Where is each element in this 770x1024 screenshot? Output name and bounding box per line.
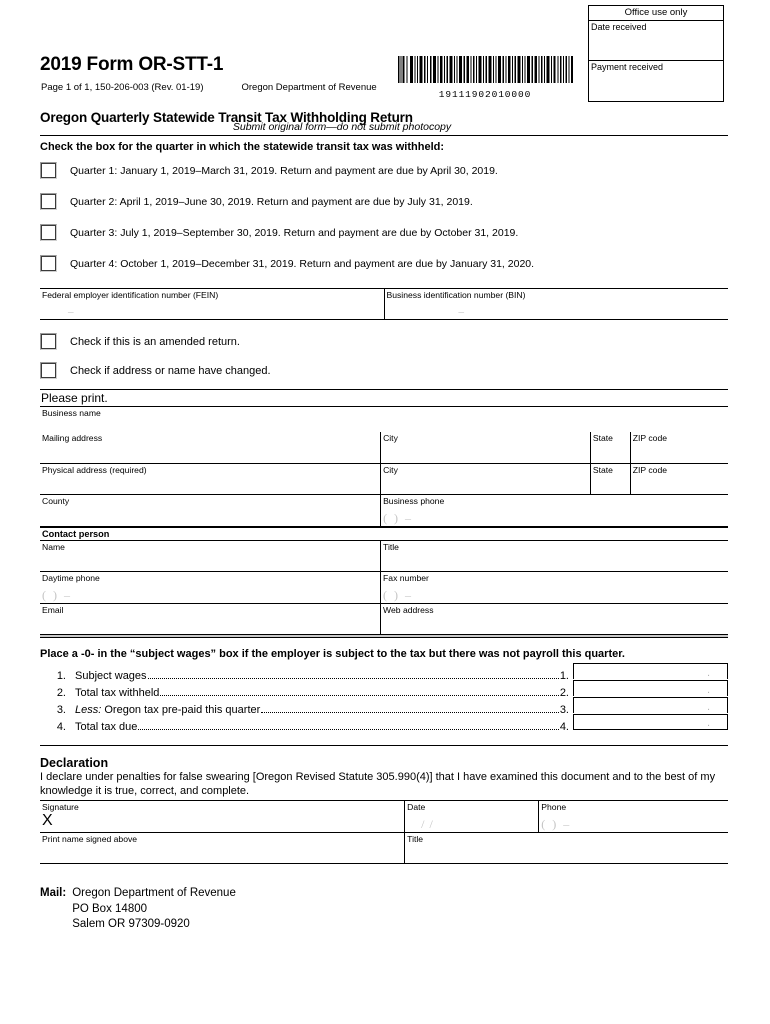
- daytime-phone-field[interactable]: [40, 571, 381, 603]
- fax-number-field[interactable]: [381, 571, 728, 603]
- department-name: Oregon Department of Revenue: [241, 82, 377, 93]
- mailing-zip-field[interactable]: [630, 432, 728, 463]
- line-4-label: Total tax due: [75, 721, 138, 733]
- form-header: [40, 0, 728, 125]
- line-4-number: 4.: [56, 721, 66, 733]
- mailing-address-field[interactable]: [40, 432, 381, 463]
- line-4-amount-input[interactable]: [573, 714, 728, 730]
- line-item-2: [40, 680, 728, 697]
- web-address-field[interactable]: [381, 603, 728, 634]
- contact-name-field[interactable]: [40, 540, 381, 571]
- leader-dots: [138, 729, 558, 730]
- web-address-label: Web address: [383, 604, 434, 615]
- amended-return-row[interactable]: [40, 327, 728, 356]
- physical-state-label: State: [592, 464, 613, 475]
- signature-field[interactable]: [40, 801, 405, 833]
- checkbox-address-changed[interactable]: [40, 362, 57, 379]
- barcode-number: 19111902010000: [438, 89, 532, 100]
- line-1-number-right: 1.: [559, 670, 569, 682]
- line-2-amount-input[interactable]: [573, 680, 728, 696]
- quarter-4-row[interactable]: [40, 248, 728, 279]
- county-label: County: [42, 495, 70, 506]
- line-item-1: [40, 663, 728, 680]
- signature-x-mark: X: [42, 812, 53, 830]
- checkbox-quarter-3[interactable]: [40, 224, 57, 241]
- contact-title-field[interactable]: [381, 540, 728, 571]
- fein-field[interactable]: [40, 289, 384, 320]
- physical-address-field[interactable]: [40, 463, 381, 494]
- address-changed-row[interactable]: [40, 356, 728, 385]
- mailing-state-label: State: [592, 433, 613, 443]
- quarter-2-row[interactable]: [40, 186, 728, 217]
- barcode-block: [395, 56, 575, 100]
- daytime-phone-label: Daytime phone: [42, 572, 100, 583]
- date-received-field[interactable]: [589, 21, 723, 61]
- quarter-4-label: Quarter 4: October 1, 2019–December 31, 2019. Return and payment are due by January 31, 2020.: [70, 257, 535, 270]
- leader-dots: [261, 712, 559, 713]
- line-2-label: Total tax withheld: [75, 687, 160, 699]
- page-title: 2019 Form OR-STT-1: [40, 54, 224, 75]
- leader-dots: [160, 695, 558, 696]
- line-1-label: Subject wages: [75, 670, 147, 682]
- bin-field[interactable]: [384, 289, 728, 320]
- signature-date-field[interactable]: [405, 801, 539, 833]
- business-phone-label: Business phone: [383, 495, 445, 506]
- physical-city-field[interactable]: [381, 463, 591, 494]
- checkbox-quarter-1[interactable]: [40, 162, 57, 179]
- physical-zip-label: ZIP code: [632, 464, 668, 475]
- line-3-label: [75, 704, 260, 716]
- fein-label: Federal employer identification number (FEIN): [42, 290, 219, 300]
- contact-section-bottom-rule: [40, 634, 728, 638]
- print-name-field[interactable]: [40, 833, 405, 864]
- email-label: Email: [42, 604, 64, 615]
- signer-title-field[interactable]: [405, 833, 728, 864]
- line-3-number-right: 3.: [559, 704, 569, 716]
- form-subtitle: Oregon Quarterly Statewide Transit Tax Withholding Return: [40, 110, 413, 125]
- payment-received-field[interactable]: [589, 61, 723, 101]
- mailing-city-label: City: [383, 433, 398, 443]
- line-3-amount-input[interactable]: [573, 697, 728, 713]
- signature-date-value: / /: [421, 817, 434, 832]
- mailing-zip-label: ZIP code: [632, 433, 668, 443]
- email-field[interactable]: [40, 603, 381, 634]
- physical-address-label: Physical address (required): [42, 464, 147, 475]
- print-name-label: Print name signed above: [42, 834, 138, 845]
- line-2-number-right: 2.: [559, 687, 569, 699]
- line-item-4: [40, 714, 728, 731]
- checkbox-amended-return[interactable]: [40, 333, 57, 350]
- daytime-phone-value: ( ) –: [42, 587, 72, 602]
- date-received-label: Date received: [591, 22, 647, 32]
- physical-city-label: City: [383, 464, 398, 475]
- line-4-number-right: 4.: [559, 721, 569, 733]
- mail-line-1: Oregon Department of Revenue: [72, 887, 236, 900]
- signature-label: Signature: [42, 802, 79, 813]
- quarter-1-row[interactable]: [40, 155, 728, 186]
- signature-phone-field[interactable]: [539, 801, 728, 833]
- bin-value: –: [458, 306, 464, 318]
- declaration-heading: Declaration: [40, 756, 109, 770]
- mail-block: [40, 886, 728, 933]
- mailing-city-field[interactable]: [381, 432, 591, 463]
- fein-value: –: [68, 306, 74, 318]
- mailing-state-field[interactable]: [590, 432, 630, 463]
- line-3-label-text: Oregon tax pre-paid this quarter: [104, 704, 261, 716]
- lines-bottom-rule: [40, 745, 728, 746]
- mailing-address-label: Mailing address: [42, 433, 103, 443]
- checkbox-quarter-4[interactable]: [40, 255, 57, 272]
- signer-title-label: Title: [407, 834, 424, 845]
- signature-phone-value: ( ) –: [541, 817, 572, 832]
- form-revision-line: [41, 82, 377, 93]
- quarter-3-label: Quarter 3: July 1, 2019–September 30, 2019. Return and payment are due by October 31, 2019.: [70, 226, 519, 239]
- contact-title-label: Title: [383, 541, 399, 552]
- leader-dots: [148, 678, 559, 679]
- header-divider: [40, 135, 728, 136]
- quarter-instruction: Check the box for the quarter in which the statewide transit tax was withheld:: [40, 141, 445, 153]
- payment-received-label: Payment received: [591, 62, 664, 72]
- please-print-label: Please print.: [41, 391, 108, 405]
- line-1-amount-input[interactable]: [573, 663, 728, 679]
- contact-section-label: Contact person: [42, 528, 110, 539]
- fax-number-label: Fax number: [383, 572, 429, 583]
- amended-return-label: Check if this is an amended return.: [70, 335, 240, 348]
- identification-table: [40, 288, 728, 320]
- checkbox-quarter-2[interactable]: [40, 193, 57, 210]
- mail-line-3: Salem OR 97309-0920: [72, 918, 190, 931]
- declaration-line-2: my knowledge it is true, correct, and complete.: [40, 771, 716, 797]
- contact-table: [40, 540, 728, 635]
- business-phone-field[interactable]: [381, 494, 728, 526]
- business-name-label: Business name: [42, 408, 101, 418]
- mail-line-2: PO Box 14800: [72, 902, 148, 915]
- mail-label: Mail:: [40, 887, 67, 900]
- address-changed-label: Check if address or name have changed.: [70, 364, 271, 377]
- mail-address: [72, 886, 236, 933]
- signature-table: [40, 800, 728, 864]
- page-number-text: Page 1 of 1, 150-206-003 (Rev. 01-19): [41, 82, 204, 93]
- quarter-3-row[interactable]: [40, 217, 728, 248]
- line-3-italic-prefix: Less:: [75, 704, 102, 716]
- office-use-title: Office use only: [589, 6, 723, 21]
- office-use-box: [588, 5, 724, 102]
- lines-intro: Place a -0- in the “subject wages” box if the employer is subject to the tax but there was not payroll this quarter.: [40, 648, 625, 660]
- business-name-field[interactable]: [40, 407, 728, 432]
- line-items: [40, 663, 728, 731]
- county-field[interactable]: [40, 494, 381, 526]
- quarter-2-label: Quarter 2: April 1, 2019–June 30, 2019. Return and payment are due by July 31, 2019.: [70, 195, 473, 208]
- submit-note: Submit original form—do not submit photocopy: [232, 121, 452, 133]
- line-2-number: 2.: [56, 687, 66, 699]
- declaration-line-1: I declare under penalties for false swearing [Oregon Revised Statute 305.990(4)] that I have examined this document and to the best of: [40, 771, 698, 783]
- signature-phone-label: Phone: [541, 802, 567, 813]
- line-item-3: [40, 697, 728, 714]
- fax-number-value: ( ) –: [383, 587, 414, 602]
- quarter-1-label: Quarter 1: January 1, 2019–March 31, 2019. Return and payment are due by April 30, 2019.: [70, 164, 498, 177]
- declaration-body: [40, 771, 728, 798]
- line-3-number: 3.: [56, 704, 66, 716]
- barcode-icon: [398, 56, 573, 83]
- business-address-table: [40, 407, 728, 527]
- physical-state-field[interactable]: [590, 463, 630, 494]
- business-phone-value: ( ) –: [383, 510, 414, 525]
- form-sheet: [40, 0, 728, 933]
- line-1-number: 1.: [56, 670, 66, 682]
- contact-name-label: Name: [42, 541, 65, 552]
- physical-zip-field[interactable]: [630, 463, 728, 494]
- signature-date-label: Date: [407, 802, 426, 813]
- bin-label: Business identification number (BIN): [386, 290, 526, 300]
